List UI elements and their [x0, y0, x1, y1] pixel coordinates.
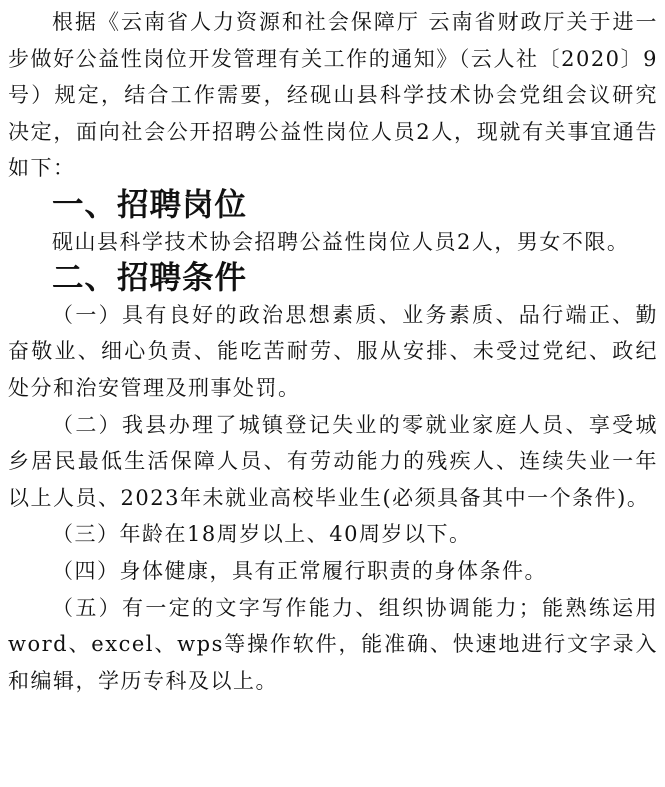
condition-item-3: （三）年龄在18周岁以上、40周岁以下。 — [52, 522, 472, 547]
document-body — [8, 4, 658, 699]
positions-paragraph: 砚山县科学技术协会招聘公益性岗位人员2人，男女不限。 — [52, 229, 630, 254]
intro-paragraph: 根据《云南省人力资源和社会保障厅 云南省财政厅关于进一步做好公益性岗位开发管理有关工作的通知》（云人社〔2020〕9号）规定，结合工作需要，经砚山县科学技术协会党组会议研究决定，面向社会公开招聘公益性岗位人员2人，现就有关事宜通告如下： — [8, 10, 658, 181]
condition-item-4: （四）身体健康，具有正常履行职责的身体条件。 — [52, 558, 547, 583]
condition-item-2: （二）我县办理了城镇登记失业的零就业家庭人员、享受城乡居民最低生活保障人员、有劳动能力的残疾人、连续失业一年以上人员、2023年未就业高校毕业生(必须具备其中一个条件)。 — [8, 412, 658, 510]
condition-item-5: （五）有一定的文字写作能力、组织协调能力；能熟练运用word、excel、wps等操作软件，能准确、快速地进行文字录入和编辑，学历专科及以上。 — [8, 595, 658, 693]
section-heading-conditions: 二、招聘条件 — [52, 260, 248, 297]
condition-item-1: （一）具有良好的政治思想素质、业务素质、品行端正、勤奋敬业、细心负责、能吃苦耐劳、服从安排、未受过党纪、政纪处分和治安管理及刑事处罚。 — [8, 302, 658, 400]
section-heading-positions: 一、招聘岗位 — [52, 186, 248, 223]
